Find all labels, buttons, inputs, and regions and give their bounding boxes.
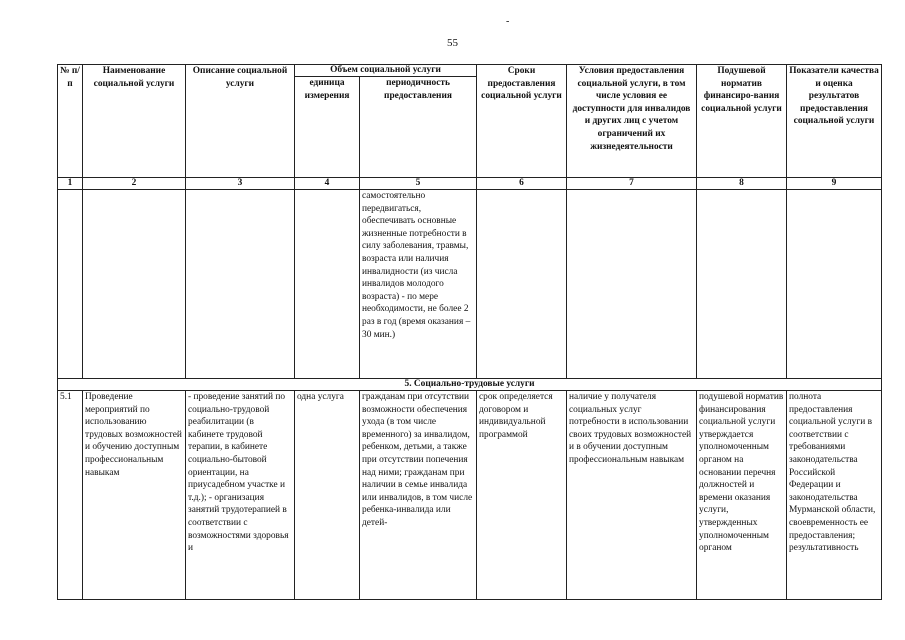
header-per-capita-standard: Подушевой норматив финансиро-вания социальной услуги [697, 65, 787, 178]
row-terms: срок определяется договором и индивидуальной программой [477, 391, 567, 600]
column-number: 3 [186, 178, 295, 190]
table-row [58, 391, 882, 600]
header-periodicity: периодичность предоставления [360, 77, 477, 178]
page-number: 55 [447, 37, 458, 49]
social-services-table [57, 64, 882, 600]
column-number: 2 [83, 178, 186, 190]
page-dash: - [506, 16, 510, 27]
section-title: 5. Социально-трудовые услуги [58, 379, 882, 391]
header-row-1 [58, 65, 882, 77]
column-number: 8 [697, 178, 787, 190]
column-number: 4 [295, 178, 360, 190]
column-number: 7 [567, 178, 697, 190]
header-terms: Сроки предоставления социальной услуги [477, 65, 567, 178]
row-quality-indicators: полнота предоставления социальной услуги в соответствии с требованиями законодательства Российской Федерации и законодательства Мурманской области, своевременность ее предоставления; результативность [787, 391, 882, 600]
column-number: 6 [477, 178, 567, 190]
column-number: 1 [58, 178, 83, 190]
header-unit: единица измерения [295, 77, 360, 178]
column-number: 5 [360, 178, 477, 190]
continuation-periodicity: самостоятельно передвигаться, обеспечивать основные жизненные потребности в силу заболевания, травмы, возраста или наличия инвалидности (из числа инвалидов молодого возраста) - по мере необходимости, не более 2 раз в год (время оказания – 30 мин.) [360, 190, 477, 379]
continuation-row [58, 190, 882, 379]
row-unit: одна услуга [295, 391, 360, 600]
column-numbers-row [58, 178, 882, 190]
header-quality-indicators: Показатели качества и оценка результатов предоставления социальной услуги [787, 65, 882, 178]
row-periodicity: гражданам при отсутствии возможности обеспечения ухода (в том числе временного) за инвалидом, ребенком, детьми, а также при отсутствии попечения над ними; гражданам при наличии в семье инвалида или инвалидов, в том числе ребенка-инвалида или детей- [360, 391, 477, 600]
section-row [58, 379, 882, 391]
header-conditions: Условия предоставления социальной услуги, в том числе условия ее доступности для инвалидов и других лиц с учетом ограничений их жизнедеятельности [567, 65, 697, 178]
row-conditions: наличие у получателя социальных услуг потребности в использовании своих трудовых возможностей и в обучении доступным профессиональным навыкам [567, 391, 697, 600]
header-service-name: Наименование социальной услуги [83, 65, 186, 178]
row-service-name: Проведение мероприятий по использованию трудовых возможностей и обучению доступным профессиональным навыкам [83, 391, 186, 600]
header-service-description: Описание социальной услуги [186, 65, 295, 178]
row-per-capita-standard: подушевой норматив финансирования социальной услуги утверждается уполномоченным органом на основании перечня должностей и времени оказания услуги, утвержденных уполномоченным органом [697, 391, 787, 600]
row-service-description: - проведение занятий по социально-трудовой реабилитации (в кабинете трудовой терапии, в кабинете социально-бытовой ориентации, на приусадебном участке и т.д.); - организация занятий трудотерапией в соответствии с возможностями здоровья и [186, 391, 295, 600]
column-number: 9 [787, 178, 882, 190]
scan-mark [826, 630, 886, 640]
header-service-volume: Объем социальной услуги [295, 65, 477, 77]
row-number: 5.1 [58, 391, 83, 600]
header-number: № п/п [58, 65, 83, 178]
